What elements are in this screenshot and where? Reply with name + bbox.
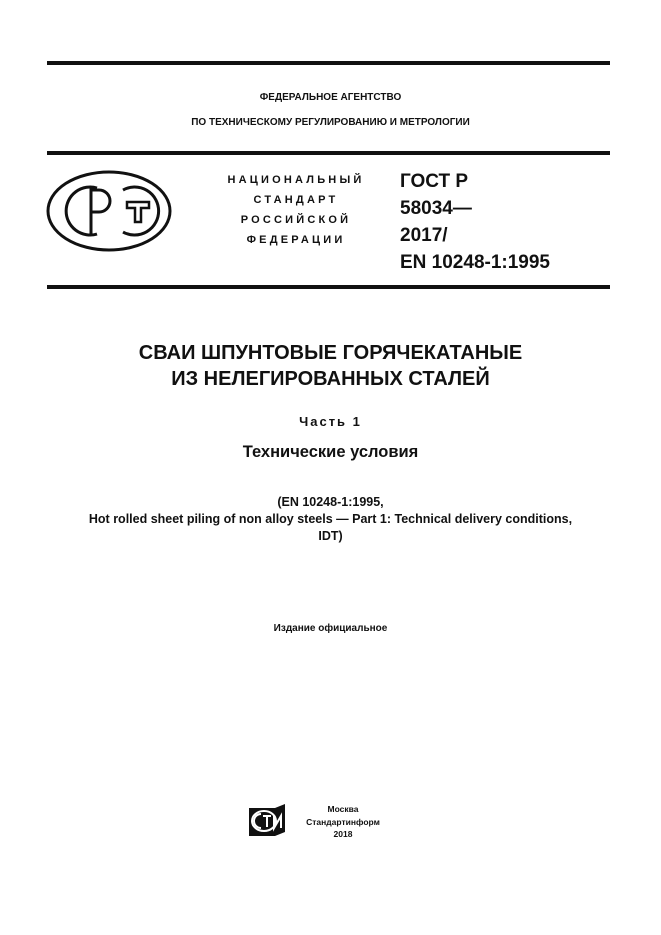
part-number: Часть 1	[299, 414, 362, 429]
top-rule	[47, 61, 610, 65]
header-top-rule	[47, 151, 610, 155]
publication-year: 2018	[333, 829, 353, 839]
designation-line: 58034—	[400, 198, 472, 219]
designation-line: ГОСТ Р	[400, 171, 469, 192]
designation-line: 2017/	[400, 225, 448, 246]
en-reference-line: IDT)	[318, 529, 343, 543]
en-reference-line: (EN 10248-1:1995,	[277, 495, 384, 509]
edition-label: Издание официальное	[273, 623, 388, 634]
title-line: ИЗ НЕЛЕГИРОВАННЫХ СТАЛЕЙ	[171, 368, 490, 390]
en-reference-line: Hot rolled sheet piling of non alloy steels — Part 1: Technical delivery conditions,	[88, 512, 573, 526]
document-subtitle: Технические условия	[242, 443, 419, 461]
publisher-info	[298, 803, 388, 841]
standard-type-line: РОССИЙСКОЙ	[240, 214, 352, 226]
gost-r-logo-icon	[45, 168, 175, 254]
agency-line-2: ПО ТЕХНИЧЕСКОМУ РЕГУЛИРОВАНИЮ И МЕТРОЛОГИИ	[191, 117, 470, 128]
header-bottom-rule	[47, 285, 610, 289]
agency-line-1: ФЕДЕРАЛЬНОЕ АГЕНТСТВО	[259, 92, 402, 103]
standartinform-logo-icon	[247, 804, 287, 836]
publisher-name: Стандартинформ	[306, 816, 380, 827]
standard-type-line: ФЕДЕРАЦИИ	[246, 234, 346, 246]
standard-type	[196, 170, 396, 250]
standard-type-line: СТАНДАРТ	[253, 194, 339, 206]
designation-line: EN 10248-1:1995	[400, 252, 550, 273]
standard-type-line: НАЦИОНАЛЬНЫЙ	[227, 174, 365, 186]
en-reference	[0, 494, 661, 545]
standard-designation	[400, 168, 550, 276]
publisher-city: Москва	[327, 804, 359, 814]
document-title	[0, 340, 661, 392]
title-line: СВАИ ШПУНТОВЫЕ ГОРЯЧЕКАТАНЫЕ	[138, 342, 523, 364]
